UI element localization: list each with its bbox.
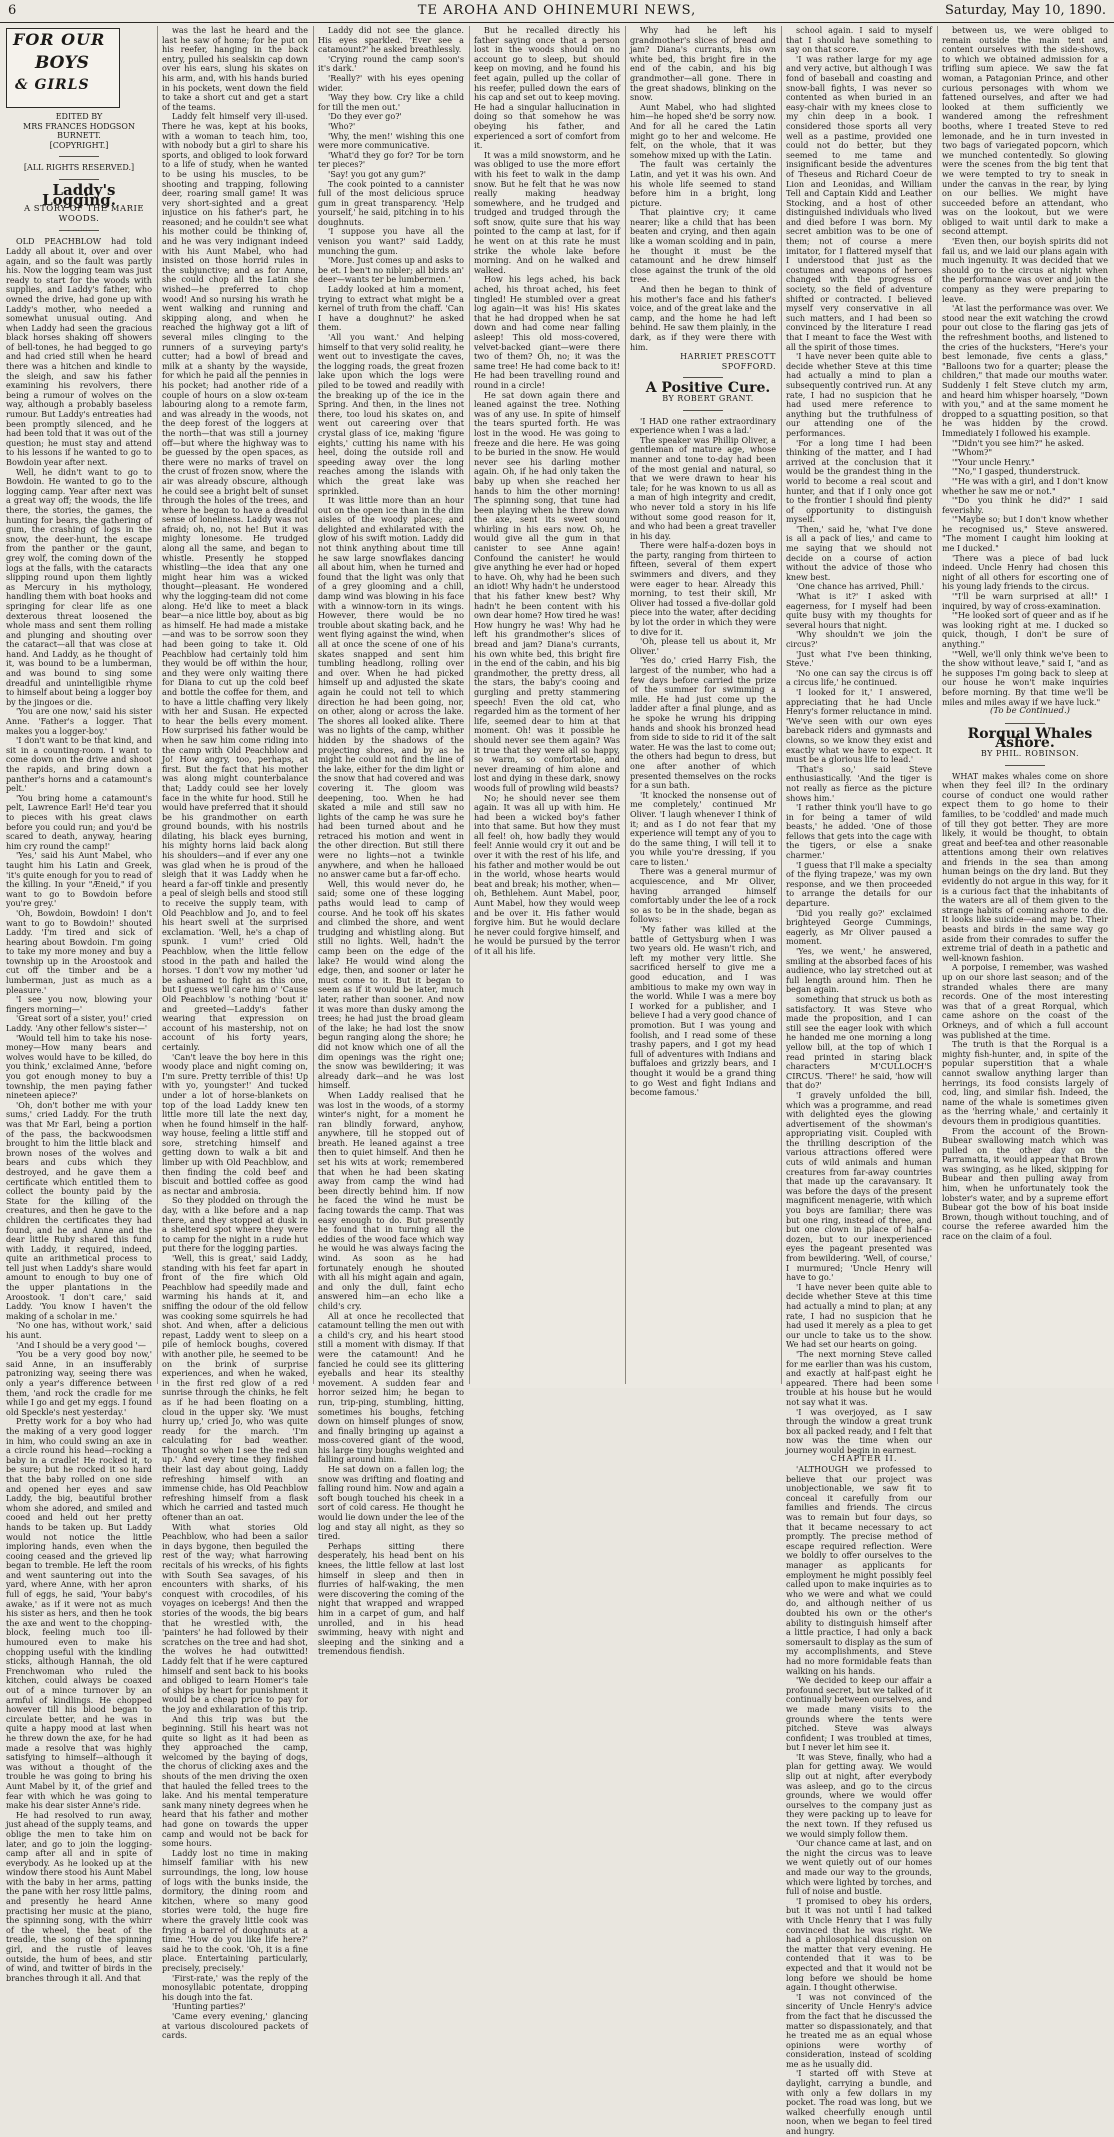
paragraph: 'I rather think you'll have to go in for being a tamer of wild beasts,' he added. 'One of those fellows that gets into the cage with the tigers, or else a snake charmer.' [786,802,932,861]
paragraph: The fault was certainly the Latin, and yet it was his own. And his whole life seemed to stand before him in a bright, long picture. [630,159,776,208]
paragraph: And then he began to think of his mother's face and his father's voice, and of the great lake and the camp, and the home he had left behind. He saw them plainly, in the dark, as if they were there with him. [630,284,776,352]
column-rule [469,26,470,1384]
masthead [0,0,1114,23]
column-6 [786,25,932,2137]
issue-date: Saturday, May 10, 1890. [945,3,1106,18]
paragraph: 'I looked for it,' I answered, appreciating that he had Uncle Henry's former reluctance in mind. 'We've seen with our own eyes bareback riders and gymnasts and clowns, so we know they exist and exactly what we have to expect. It must be a glorious life to lead.' [786,686,932,765]
column-rule [313,26,314,1384]
paragraph: '"Maybe so; but I don't know whether he recognised us," Steve answered. "The moment I caught him looking at me I ducked." [942,514,1108,554]
paragraph: something that struck us both as satisfactory. It was Steve who made the proposition, and I can still see the eager look with which he handed me one morning a long yellow bill, at the top of which I read printed in staring black characters M'CULLOCH'S CIRCUS. 'There!' he said, 'how will that do?' [786,993,932,1091]
byline: BY PHIL. ROBINSON. [980,748,1080,758]
divider [59,230,99,231]
paragraph: 'I gravely unfolded the bill, which was a programme, and read with delighted eyes the glowing advertisement of the showman's appropriating visit. Coupled with the thrilling description of the various attractions offered were cuts of wild animals and human creatures from far-away countries that made up the caravansary. It was before the days of the present magnificent menagerie, with which you boys are familiar; there was but one ring, instead of three, and but one clown in place of half-a-dozen, but to our inexperienced eyes the pageant presented was from bewildering. 'Well, of course,' I murmured; 'Uncle Henry will have to go.' [786,1089,932,1283]
paragraph: 'No one has, without work,' said his aunt. [6,1320,152,1341]
chapter-heading: CHAPTER II. [830,1454,898,1465]
paragraph: 'Yes, we went,' he answered, smiling at the absorbed faces of his audience, who lay stretched out at full length around him. Then he began again. [786,946,932,995]
paragraph: 'Oh, don't bother me with your sums,' cried Laddy. For the truth was that Mr Earl, being a portion of the pass, the backwoodsmen brought to him the little black and brown noses of the wolves and bears and cubs which they destroyed, and he gave them a certificate which entitled them to collect the bounty paid by the State for the killing of the creatures, and then he gave to the children the certificates they had found, and he and Anne and the dear little Ruby shared this fund with Laddy, it required, indeed, quite an arithmetical process to tell just when Laddy's share would amount to enough to buy one of the upper plantations in the Aroostook. 'I don't care,' said Laddy. 'You know I haven't the making of a scholar in me.' [6,1099,152,1321]
paragraph: There were half-a-dozen boys in the party, ranging from thirteen to fifteen, several of them expert swimmers and divers, and they were eager to hear. Already this morning, to test their skill, Mr Oliver had tossed a five-dollar gold piece into the water, after deciding by lot the order in which they were to dive for it. [630,540,776,637]
divider [59,179,99,180]
paragraph: The cook pointed to a cannister full of the most delicious spruce gum in great transparency. 'Help yourself,' he said, pitching in to his doughnuts. [318,178,464,227]
paragraph: 'No one can say the circus is off a circus life,' he continued. [786,667,932,688]
paragraph: Pretty work for a boy who had the making of a very good logger in him, who could swing an axe in a circle round his head—rocking a baby in a cradle! He rocked it, to be sure; but he rocked it so hard that the baby rolled on one side and opened her eyes and saw Laddy, the big, beautiful brother whom she adored, and smiled and cooed and held out her pretty hands to be taken up. But Laddy would not notice the little imploring hands, even when the cooing ceased and the grieved lip began to tremble. He left the room and went sauntering out into the yard, where Anne, with her apron full of eggs, he said, 'Your baby's awake,' as if it were not as much his sister as hers, and then he took the axe and went to the chopping-block, feeling much too ill-humoured even to make his chopping useful with the kindling sticks, although Hannah, the old Frenchwoman who ruled the kitchen, could always be coaxed out of a mince turnover by an armful of kindlings. He chopped however till his blood began to circulate better, and he was in quite a happy mood at last when he threw down the axe, for he had made a resolve that was highly satisfying to himself—although it was without a thought of the trouble he was going to bring his Aunt Mabel by it, of the grief and fear with which he was going to make his dear sister Anne's ride. [6,1416,152,1811]
paragraph: Perhaps sitting there desperately, his head bent on his knees, the little fellow at last lost himself in sleep and then in flurries of half-waking, the men were discovering the coming of the night that wrapped and wrapped him in a carpet of gum, and half unrolled, and in his head swimming, heavy with night and sleeping and the sinking and a tremendous fiendish. [318,1540,464,1657]
paragraph: 'Oh, please tell us about it, Mr Oliver.' [630,636,776,656]
paragraph: 'You be a very good boy now,' said Anne, in an insufferably patronizing way, seeing there was only a year's difference between them, 'and rock the cradle for me while I go and get my eggs. I found old Speckle's nest yesterday.' [6,1349,152,1417]
paragraph: 'There was a piece of bad luck indeed. Uncle Henry had chosen this night of all others for escorting one of his young lady friends to the circus. [942,552,1108,592]
paragraph: Well, this would never do, he said; some one of these logging paths would lead to camp of course. And he took off his skates and climbed the shore, and went trudging and whistling along. But still no lights. Well, hadn't the camp been on the edge of the lake? He would wind along the edge, then, and sooner or later he must come to it. But it began to seem as if it would be later, much later, rather than sooner. And now it was more than dusky among the trees; he had just the broad gleam of the lake; he had lost the snow begun ranging along the shore; he did not know which one of all the dim openings was the right one; the snow was bewildering; it was already dark—and he was lost himself. [318,878,464,1091]
paragraph: A porpoise, I remember, was washed up on our shore last season; and of the stranded whales there are many records. One of the most interesting was that of a great Rorqual, which came ashore on the coast of the Orkneys, and of which a full account was published at the time. [942,962,1108,1040]
paragraph: 'For a long time I had been thinking of the matter, and I had arrived at the conclusion that it would be the grandest thing in the world to become a real scout and hunter, and that if I only once got to the frontier I should find plenty of opportunity to distinguish myself. [786,437,932,525]
paragraph: When Laddy realised that he was lost in the woods, of a stormy winter's night, for a moment he ran blindly forward, anyhow, anywhere, till he stopped out of breath. He leaned against a tree then to quiet himself. And then he set his wits at work; remembered that when he had been skating away from camp the wind had been directly behind him. If now he faced the wind he must be facing towards the camp. That was easy enough to do. But presently he found that in turning all the eddies of the wood face which way he would he was always facing the wind. As soon as he had fortunately enough he shouted with all his might again and again, and only the dull, faint echo answered him—an echo like a child's cry. [318,1089,464,1311]
paragraph: 'Our chance came at last, and on the night the circus was to leave we went quietly out of our homes and made our way to the grounds, which were lighted by torches, and full of noise and bustle. [786,1838,932,1897]
paragraph: 'More. Just comes up and asks to be et. I ben't no nibler; all birds an' deer—wants ter be lumbermen.' [318,255,464,285]
column-2 [162,25,308,2041]
paragraph: OLD PEACHBLOW had told Laddy all about it, over and over again, and so the fault was partly his. Now the logging team was just ready to start for the woods with supplies, and Laddy's father, who owned the drive, had gone up with Laddy's mother, who needed a somewhat unusual outing. And when Laddy had seen the gracious black horses shaking off showers of bell-tones, he had begged to go and had cried still when he heard there was a hitchen and kindle to the sleigh, and saw his father examining his revolvers, there being a rumour of wolves on the way, although a probably baseless rumour. But Laddy's entreaties had been promptly silenced, and he had been told that it was out of the question; he must stay and attend to his lessons if he wanted to go to Bowdoin year after next. [6,236,152,467]
story-title: A Positive Cure. [645,380,771,397]
paragraph: '"Didn't you see him?" he asked. [952,437,1085,448]
paragraph: Well, he didn't want to go to Bowdoin. He wanted to go to the logging camp. Year after next was a great way off; the woods, the life there, the stories, the games, the hunting for bears, the gathering of gum, the crashing of logs in the snow, the deer-hunt, the escape from the panther or the gaunt, grey wolf, the coming down of the logs at the falls, with the cataracts slipping round upon them lightly as Mercury in his mythology, handling them with boat hooks and springing for clear life as one dexterous threat loosened the whole mass and sent them rolling and plunging and shouting over the cataract—all that was close at hand. And Laddy, as he thought of it, was bound to be a lumberman, and was bound to sing some dreadful and unintelligible rhyme to himself about being a logger boy by the jingoes or die. [6,466,152,707]
paragraph: 'I suppose you have all the venison you want?' said Laddy, munching the gum. [318,226,464,256]
logo-text: & GIRLS [15,77,90,93]
paragraph: '"He looked sort of queer and as if he was looking right at me. I ducked so quick, though, I don't be sure of anything." [942,610,1108,649]
paragraph: 'Even then, our boyish spirits did not fail us, and we laid our plans again with much ingenuity. It was decided that we should go to the circus at night when the performance was over and join the company as they were preparing to leave. [942,236,1108,304]
paragraph: But he recalled directly his father saying once that a person lost in the woods should on no account go to sleep, but should keep on moving, and he found his feet again, pulled up the collar of his reefer, pulled down the ears of his cap and set out to keep moving. He had a singular hallucination in doing so that somehow he was obeying his father, and experienced a sort of comfort from it. [474,25,620,151]
paragraph: '"Whom?" [952,447,993,458]
paragraph: 'Well, this is great,' said Laddy, standing with his feet far apart in front of the fire which Old Peachblow had speedily made and warming his hands at it, and sniffing the odour of the old fellow was cooking some squirrels he had shot. And when, after a delicious repast, Laddy went to sleep on a pile of hemlock boughs, covered with another pile, he seemed to be on the brink of surprise experiences, and when he waked, in the first red glow of a red sunrise through the chinks, he felt as if he had been floating on a cloud in the upper sky. 'We must hurry up,' cried Jo, who was quite ready for the march. 'I'm calculating for bad weather. Thought so when I see the red sun up.' And every time they finished their last day about going, Laddy refreshing himself with an immense chide, has Old Peachblow refreshing himself from a flask which he carried and tasted much oftener than an oat. [162,1253,308,1523]
paragraph: '"Well, we'll only think we've been to the show without leave," said I, "and as he supposes I'm going back to sleep at our house he won't make inquiries before morning. By that time we'll be miles and miles away if we have luck." [942,648,1108,707]
paragraph: 'I see you now, blowing your fingers morning—' [6,994,152,1014]
paragraph: 'Why shouldn't we join the circus?' [786,629,932,649]
paragraph: 'Great sort of a sister, you!' cried Laddy. 'Any other fellow's sister—' [6,1013,152,1034]
paragraph: 'It knocked the nonsense out of me completely,' continued Mr Oliver. 'I laugh whenever I think of it; and as I do not fear that my experience will tempt any of you to do the same thing, I will tell it to you while you're dressing, if you care to listen.' [630,789,776,867]
paragraph: That plaintive cry; it came nearer; like a child that has been beaten and crying, and then again like a woman scolding and in pain, he thought it must be the catamount and he drew himself close against the trunk of the old tree. [630,207,776,285]
paragraph: No; he should never see them again. It was all up with him. He had been a wicked boy's father into that same. But how they must all feel! oh, how badly they would feel! Annie would cry it out and be over it with the rest of his life, and his father and mother would be out in the world, whose hearts would beat and break; his mother, when—oh, Bethlehem. Aunt Mabel, poor, Aunt Mabel, how they would weep and be over it. His father would forgive him. But he would declare he never could forgive himself, and he would be pursued by the terror of it all his life. [474,792,620,956]
paragraph: The truth is that the Rorqual is a mighty fish-hunter, and, in spite of the popular superstition that a whale cannot swallow anything larger than herrings, its food consists largely of cod, ling, and similar fish. Indeed, the name of the whale is sometimes given as the 'herring whale,' and certainly it devours them in prodigious quantities. [942,1039,1108,1126]
byline: BY ROBERT GRANT. [662,393,754,403]
paragraph: 'That's so,' said Steve enthusiastically. 'And the tiger is not really as fierce as the picture shows him.' [786,763,932,803]
column-rule [157,26,158,1384]
paragraph: Aunt Mabel, who had slighted him—he hoped she'd be sorry now. And for all he cared the Latin might go to her and welcome. He felt, on the whole, that it was somehow mixed up with the Latin. [630,101,776,160]
paragraph: 'Oh, Bowdoin, Bowdoin! I don't want to go to Bowdoin!' shouted Laddy. 'I'm tired and sick of hearing about Bowdoin. I'm going to take my more money and buy a township up in the Aroostook and cut off the timber and be a lumberman, just as much as a pleasure.' [6,907,152,995]
paragraph: 'The next morning Steve called for me earlier than was his custom, and exactly at half-past eight he appeared. There had been some trouble at his house but he would not say what it was. [786,1348,932,1407]
paragraph: It was a mild snowstorm, and he was obliged to use the more effort with his feet to walk in the damp snow. But he felt that he was now really making headway somewhere, and he trudged and trudged and trudged through the soft snow, quite sure that his way pointed to the camp at last, for if he went on at this rate he must strike the whole lake before morning. And on he walked and walked. [474,149,620,275]
paragraph: 'Then,' said he, 'what I've done is all a pack of lies,' and came to me saying that we should not decide on a course of action without the advice of those who knew best. [786,523,932,582]
paragraph: With what stories Old Peachblow, who had been a sailor in days bygone, then beguiled the rest of the way; what harrowing recitals of his wrecks, of his fights with South Sea savages, of his encounters with sharks, of his conquest with crocodiles, of his voyages on icebergs! And then the stories of the woods, the big bears that he wrestled with, the 'painters' he had followed by their scratches on the tree and had shot, the wolves he had outwitted! Laddy felt that if he were captured himself and sent back to his books and obliged to learn Homer's tale of ships by heart for punishment it would be a cheap price to pay for the joy and exhilaration of this trip. [162,1521,308,1714]
article-title: Rorqual Whales Ashore. [967,725,1093,752]
column-rule [937,26,938,1384]
paragraph: 'What is it?' I asked with eagerness, for I myself had been quite busy with my thoughts for several hours that night. [786,591,932,630]
paragraph: 'Really?' with his eyes opening wider. [318,72,464,93]
column-rule [625,26,626,1384]
paragraph: So they plodded on through the day, with a like before and a nap there, and they stopped at dusk in a sheltered spot where they were to camp for the night in a rude hut put there for the logging parties. [162,1195,308,1254]
column-5 [630,26,776,1384]
column-4 [474,26,620,1384]
paragraph: It was little more than an hour out on the open ice than in the dim aisles of the woody places; and delighted and exhilarated with the glow of his swift motion. Laddy did not think anything about time till he saw large snowflakes dancing all about him, when he turned and found that the light was only that of a grey glooming and a chill, damp wind was blowing in his face with a winnow-torn in its wings. However, there would be no trouble about skating back, and he went flying against the wind, when all at once the scene of one of his skates snapped and sent him tumbling headlong, rolling over and over. When he had picked himself up and adjusted the skate again he could not tell to which direction he had been going, nor, on other, along or across the lake. The shores all looked alike. There was no lights of the camp, whither hidden by the shadows of the projecting shores, and by as he might he could not find the line of the lake, either for the dim light or the snow that had covered and was covering it. The gloom was deepening, too. When he had skated a mile and still saw no lights of the camp he was sure he had been turned about and he retraced his motion and went in the other direction. But still there were no lights—not a twinkle anywhere, and when he halloaed no answer came but a far-off echo. [318,495,464,880]
paragraph: 'Would tell him to take his nose-money—How many bears and wolves would have to be killed, do you think,' exclaimed Anne, 'before you got enough money to buy a township, the men paying father nineteen apiece?' [6,1032,152,1101]
paragraph: Why had he left his grandmother's slices of bread and jam? Diana's currants, his own white bed, this bright fire in the end of the cabin, and his big grandmother—all gone. There in the great shadows, blinking on the snow. [630,25,776,103]
paragraph: 'Hunting parties?' [172,2001,246,2012]
paragraph: 'I was overjoyed, as I saw through the window a great trunk box all packed ready, and I felt that now was the time when our journey would begin in earnest. [786,1406,932,1455]
paragraph: 'I have never been quite able to decide whether Steve at this time had actually a mind to plan a subsequently contrived run. At any rate, I had no suspicion that he had used mere reference to anything but the truthfulness of our attending one of the performances. [786,351,932,438]
paragraph: 'Way they bow. Cry like a child for till the men out.' [318,92,464,112]
paragraph: WHAT makes whales come on shore when they feel ill? In the ordinary course of conduct one would rather expect them to go home to their families, to be 'coddled' and made much of till they got better. They are more likely, it would be thought, to obtain great and beef-tea and other reasonable attentions among their own relatives and friends in the sea than among human beings on the dry land. But they evidently do not argue in this way, for it is a curious fact that the inhabitants of the waters are all of them given to the strange habits of coming ashore to die. It looks like suicide—and may be. Their beasts and birds in the same way go aside from their comrades to suffer the extreme trial of death in a pathetic and well-known fashion. [942,770,1108,963]
paragraph: 'Crying round the camp soon's it's dark.' [318,53,464,74]
paragraph: '"I'll be warn surprised at all!" I inquired, by way of cross-examination. [942,591,1108,611]
paragraph: Laddy felt himself very ill-used. There he was, kept at his books, with a woman to teach him, too, with nobody but a girl to share his sports, and obliged to look forward to a life of study, when he wanted to be using his muscles, to be shooting and trapping, following deer, roaring small game! It was very short-sighted and a great injustice on his father's part, he reasoned; and he couldn't see what his mother could be thinking of, and he was very indignant indeed with his Aunt Mabel, who had insisted on those horrid rules in the subjunctive; and as for Anne, she could chop all the Latin she wished—he preferred to chop wood! And so nursing his wrath he went walking and running and skipping along, and when he reached the highway got a lift of several miles clinging to the runners of a surveying party's cutter; had a bowl of bread and milk at a shanty by the wayside, for which he paid all the pennies in his pocket; had another ride of a couple of hours on a slow ox-team labouring along to a remote farm, and was already in the woods, not the deep forest of the loggers at the north—that was still a journey off—but where the highway was to be guessed by the open spaces, as there were no marks of travel on the crust of frozen snow, where the air was already obscure, although he could see a bright belt of sunset through the holes of the trees, and where he began to have a dreadful sense of loneliness. Laddy was not afraid; oh, no, not he! But it was mighty lonesome. He trudged along all the same, and began to whistle. Presently he stopped whistling—the idea that any one might hear him was a wicked thought—pleasant. He wondered why the logging-team did not come along. He'd like to meet a black bear—a nice little boy, about as big as himself. He had made a mistake—and was to be sorrow soon they had been going to take it. Old Peachblow had certainly told him they would be off within the hour, and they were only waiting there for Diana to cut up the cold beef and bottle the coffee for them, and to have a little chaffing very likely with her and Susan. He expected to hear the bells every moment. How surprised his father would be when he saw him come riding into the camp with Old Peachblow and Jo! How angry, too, perhaps, at first. But the fact that his mother was along might counterbalance that; Laddy could see her lovely face in the white fur hood. Still he would have preferred that it should be his grandmother on earth ground bounds, with his nostrils dilating, his black eyes burning, his mighty horns laid back along his shoulders—and if ever any one was glad when he is proud of the sleigh that it was Laddy when he heard a far-off tinkle and presently a peal of sleigh bells and stood still to receive the supply team, with Old Peachblow and Jo, and to feel his heart swell at the surprised exclamation. 'Well, he's a chap of spunk. I vum!' cried Old Peachblow, when the little fellow stood in the path and hailed the horses. 'I don't vow my mother 'ud be ashamed to fight as this one, but I guess we'll care him o' 'Cause Old Peachblow 's nothing 'bout it' and greeted—Laddy's father wearing that expression on account of his mastership, not on account of his forty years, certainly. [162,111,308,1052]
paragraph: 'I was not convinced of the sincerity of Uncle Henry's advice from the fact that he discussed the matter so dispassionately, and that he treated me as an equal whose opinions were worthy of consideration, instead of scolding me as he usually did. [786,1991,932,2069]
logo-text: FOR OUR [13,30,106,49]
column-7 [942,26,1108,1384]
paragraph: 'Did you really go?' exclaimed brighteyed George Cummings, eagerly, as Mr Oliver paused a moment. [786,907,932,947]
paragraph: '"He was with a girl, and I don't know whether he saw me or not." [942,475,1108,496]
newspaper-title: TE AROHA AND OHINEMURI NEWS, [417,3,697,18]
to-be-continued: (To be Continued.) [990,706,1070,717]
logo-text: BOYS [35,53,89,73]
rights-note: [ALL RIGHTS RESERVED.] [23,163,135,173]
paragraph: 'And I should be a very good '— [16,1339,146,1350]
paragraph: He had resolved to run away, just ahead of the supply teams, and oblige the men to take him on later, and go to join the logging-camp after all and in spite of everybody. As he looked up at the window there stood his Aunt Mabel with the baby in her arms, patting the pane with her rosy little palms, and presently he heard Anne practising her music at the piano, the spinning song, with the whirr of the wheel, the beat of the treadle, the song of the spinning girl, and the rustle of leaves outside, the hum of bees, and stir of wind, and twitter of birds in the branches through it all. And that [6,1809,152,1983]
paragraph: Laddy lost no time in making himself familiar with his new surroundings, the long, low house of logs with the bunks inside, the dormitory, the dining room and kitchen, where so many good stories were told, the huge fire where the gravely little cook was frying a barrel of doughnuts at a time. 'How do you like life here?' said he to the cook. 'Oh, it is a fine place. Entertaining particularly, precisely, precisely.' [162,1847,308,1973]
column-1 [6,26,152,1983]
divider [1005,723,1045,724]
column-3 [318,25,464,1657]
paragraph: 'I don't want to be that kind, and sit in a counting-room. I want to come down on the drive and shoot the rapids, and bring down a panther's horns and a catamount's pelt.' [6,735,152,794]
paragraph: All at once he recollected that catamount telling the men out with a child's cry, and his heart stood still a moment with dismay. If that were the catamount! And he fancied he could see its glittering eyeballs and hear its stealthy movement. A sudden fear and horror seized him; he began to run, trip-ping, stumbling, hitting, sometimes his boughs, fetching down on himself plunges of snow, and finally bringing up against a moss-covered giant of the wood, his large tiny boughs weighted and falling around him. [318,1310,464,1465]
copyright-note: [COPYRIGHT.] [49,140,109,150]
column-rule [781,26,782,1384]
paragraph: 'Can't leave the boy here in this woody place and night coming on, I'm sure. Pretty terrible of this! Up with yo, youngster!' And tucked under a lot of horse-blankets on top of the load Laddy knew ten little more till late the next day, when he found himself in the half-way house, feeling a little stiff and sore, stretching himself and getting down to walk a bit and limber up with Old Peachblow, and then finding the cold beef and biscuit and bottled coffee as good as nectar and ambrosia. [162,1051,308,1196]
paragraph: 'I guess that I'll make a specialty of the flying trapeze,' was my own response, and we then proceeded to arrange the details for our departure. [786,859,932,909]
paragraph: 'I promised to obey his orders, but it was not until I had talked with Uncle Henry that I was fully convinced that he was right. We had a philosophical discussion on the matter that very evening. He contended that it was to be expected and that it would not be long before we should be home again. I thought otherwise. [786,1895,932,1993]
divider [683,410,723,411]
paragraph: 'What'd they go for? Tor be torn ter pieces?' [318,149,464,170]
paragraph: 'Just what I've been thinking, Steve.' [786,648,932,669]
paragraph: And this trip was but the beginning. Still his heart was not quite so light as it had been as they approached the camp, welcomed by the baying of dogs, the chorus of clicking axes and the shouts of the men driving the oxen that hauled the felled trees to the lake. And his mental temperature sank many ninety degrees when he heard that his father and mother had gone on towards the upper camp and would not be back for some hours. [162,1713,308,1849]
paragraph: 'First-rate,' was the reply of the monosyllabic potentate, dropping his dough into the fat. [162,1972,308,2002]
paragraph: 'I have never been quite able to decide whether Steve at this time had actually a mind to plan; at any rate, I had no suspicion that he had used it merely as a plea to get our uncle to take us to the show. We had set our hearts on going. [786,1281,932,1350]
paragraph: between us, we were obliged to remain outside the main tent and content ourselves with the side-shows, to which we obtained admission for a trifling sum apiece. We saw the fat woman, a Patagonian Prince, and other curious personages with whom we fattened ourselves, and after we had looked at them sufficiently we wandered among the refreshment booths, where I treated Steve to red lemonade, and he in turn invested in two bags of variegated popcorn, which we munched contentedly. So glowing were the scenes from the big tent that we were tempted to try to sneak in under the canvas in the rear, by lying on our bellies. We might have succeeded before an attendant, who was on the lookout, but we were obliged to wait until dark to make a second attempt. [942,25,1108,237]
paragraph: He sat down on a fallen log; the snow was drifting and floating and falling round him. Now and again a soft bough touched his cheek in a sort of cold caress. He thought he would lie down under the lee of the log and stay all night, as they so tired. [318,1464,464,1542]
paragraph: 'I started off with Steve at daylight, carrying a bundle, and with only a few dollars in my pocket. The road was long, but we walked cheerfully enough until noon, when we began to feel tired and hungry. [786,2068,932,2137]
paragraph: 'One chance has arrived, Phill.' [796,581,924,592]
paragraph: 'We decided to keep our affair a profound secret, but we talked of it continually between ourselves, and we made many visits to the grounds where the tents were pitched. Steve was always confident; I was troubled at times, but I never let him see it. [786,1675,932,1753]
story-title: Laddy's Logging. [42,180,116,209]
paragraph: 'Why, the men!' wishing this one were more communicative. [318,130,464,151]
for-our-boys-and-girls-logo [6,28,120,108]
paragraph: 'I HAD one rather extraordinary experience when I was a lad.' [630,415,776,436]
paragraph: 'Yes do,' cried Harry Fish, the largest of the number, who had a few days before carried the prize of the summer for swimming a mile. He had just come up the ladder after a final plunge, and as he spoke he wrung his dripping hands and shook his bronzed head from side to side to rid it of the salt water. He was the last to come out; the others had begun to dress, but one after another of which presented themselves on the rocks for a sun bath. [630,655,776,791]
paragraph: 'Do they ever go?' [328,111,402,122]
page-number: 6 [8,3,17,18]
paragraph: 'ALTHOUGH we professed to believe that our project was unobjectionable, we saw fit to conceal it carefully from our families and friends. The circus was to remain but four days, so that it became necessary to act promptly. The precise method of escape required reflection. Were we boldly to offer ourselves to the manager as applicants for employment he might possibly feel called upon to make inquiries as to who we were and what we could do, and although neither of us doubted his own or the other's ability to distinguish himself after a little practice, I had only a back somersault to display as the sum of my accomplishments, and Steve had no more formidable feats than walking on his hands. [786,1464,932,1676]
paragraph: '"Do you think he did?" I said feverishly. [942,495,1108,515]
paragraph: 'Yes,' said his Aunt Mabel, who taught him his Latin and Greek, 'it's quite enough for you to read of the killing. In your "Æneid," if you want to go to Bowdoin before you're grey.' [6,850,152,909]
paragraph: '"Your uncle Henry." [952,456,1035,467]
edited-by: EDITED BY [55,112,103,121]
story-subtitle: A STORY OF THE MARIE WOODS. [23,204,145,224]
paragraph: 'You are one now,' said his sister Anne. 'Father's a logger. That makes you a logger-boy.' [6,706,152,736]
paragraph: 'My father was killed at the battle of Gettysburg when I was two years old. He wasn't rich, and left my mother very little. She sacrificed herself to give me a good education, and I was ambitious to make my own way in the world. While I was a mere boy I worked for a publisher, and I believe I had a very good chance of promotion. But I was young and foolish, and I read some of these trashy papers, and I got my head full of adventures with Indians and buffaloes and grizzly bears, and I thought it would be a grand thing to go West and fight Indians and become famous.' [630,924,776,1098]
paragraph: 'You bring home a catamount's pelt, Lawrence Earl! He'd tear you to pieces with his great claws before you could run; and you'd be scared to death, anyway, hearing him cry round the camp!' [6,792,152,851]
paragraph: 'Who?' [328,120,356,131]
editor-name: MRS FRANCES HODGSON BURNETT. [23,121,135,141]
paragraph: '"No," I gasped, thunderstruck. [952,466,1081,477]
paragraph: 'I was rather large for my age and very active, but although I was fond of baseball and coasting and snow-ball fights, I was never so contented as when buried in an easy-chair with my knees close to my chin deep in a book. I considered those sports all very well as a pastime, provided one could not do better, but they seemed to me tame and insignificant beside the adventures of Theseus and Richard Coeur de Lion and Leonidas, and William Tell and Captain Kidd and Leather Stocking, and a host of other distinguished individuals who lived and died before I was born. My secret ambition was to be one of them; not of course a mere imitator, for I flattered myself that I understood that just as the costumes and weapons of heroes changed with the progress of society, so the field of adventure shifted or contracted. I believed myself very conservative in all such matters, and I had been so convinced by the literature I read that I meant to face the West with all the spirit of those times. [786,53,932,352]
paragraph: 'At last the performance was over. We stood near the exit watching the crowd pour out close to the flaring gas jets of the refreshment booths, and listened to the cries of the hucksters, "Here's your best lemonade, five cents a glass," "Balloons two for a quarter; please the children," that made our mouths water. Suddenly I felt Steve clutch my arm, and heard him whisper hoarsely, "Down with you," and at the same moment he dropped to a squatting position, so that he was hidden by the crowd. Immediately I followed his example. [942,303,1108,438]
paragraph: 'Came every evening,' glancing at various discoloured packets of cards. [162,2010,308,2041]
paragraph: There was a general murmur of acquiescence, and Mr Oliver, having arranged himself comfortably under the lee of a rock so as to be in the shade, began as follows: [630,866,776,925]
paragraph: was the last he heard and the last he saw of home; for he put on his reefer, hanging in the back entry, pulled his sealskin cap down over his ears, slung his skates on his arm, and, with his hands buried in his pockets, went down the field to take a short cut and get a start of the teams. [162,25,308,112]
divider [683,377,723,378]
divider [59,156,99,157]
paragraph: 'It was Steve, finally, who had a plan for getting away. We would slip out at night, after everybody was asleep, and go to the circus grounds, where we would offer ourselves to the company just as they were packing up to leave for the next town. If they refused us we would simply follow them. [786,1751,932,1839]
paragraph: How his legs ached, his back ached, his throat ached, his feet tingled! He stumbled over a great log again—it was his! His skates that he had dropped when he sat down and had come near falling asleep! This old moss-covered, velvet-backed giant—were there two of them? Oh, no; it was the same tree! He had come back to it! He had been travelling round and round in a circle! [474,274,620,390]
paragraph: The speaker was Phillip Oliver, a gentleman of mature age, whose manner and tone to-day had been of the most genial and natural, so that we were drawn to hear his tale; for he was known to us all as a man of high integrity and credit, who never told a story in his life without some good reason for it, and who had been a great traveller in his day. [630,434,776,541]
paragraph: 'All you want.' And helping himself to that very solid reality, he went out to investigate the caves, the logging roads, the great frozen lake upon which the logs were piled to be towed and readily with the breaking up of the ice in the Spring. And then, in the lines not there, too loud his skates on, and went out careering over that crystal glass of ice, making 'figure eights,' cutting his name with his heel, doing the outside roll and speeding away over the long reaches among the islands with which the great lake was sprinkled. [318,332,464,496]
divider [1005,765,1045,766]
paragraph: He sat down again there and leaned against the tree. Nothing was of any use. In spite of himself the tears spurted forth. He was lost in the wood. He was going to freeze and die here. He was going to be buried in the snow. He would never see his darling mother again. Oh, if he had only taken the baby up when she reached her hands to him the other morning! The spinning song, that tune had been playing when he threw down the axe, sent its sweet sound whirling in his ears now. Oh, he would give all the gum in that canister to see Anne again! Confound the canister! he would give anything he ever had or hoped to have. Oh, why had he been such an idiot! Why hadn't he understood that his father knew best? Why hadn't he been content with his own dear home? How tired he was! How hungry he was! Why had he left his grandmother's slices of bread and jam? Diana's currants, his own white bed, this bright fire in the end of the cabin, and his big grandmother, the pretty dress, all the stars, the baby's cooing and gurgling and pretty stammering speech! Even the old cat, who regarded him as the torment of her life, seemed dear to him at that moment. Oh! was it possible he should never see them again? Was it true that they were all so happy, so warm, so comfortable, and never dreaming of him alone and lost and dying in these dark, snowy woods full of prowling wild beasts? [474,389,620,793]
paragraph: Laddy did not see the glance. His eyes sparkled. 'Ever see a catamount?' he asked breathlessly. [318,25,464,55]
paragraph: school again. I said to myself that I should have something to say on that score. [786,25,932,55]
paragraph: Laddy looked at him a moment, trying to extract what might be a kernel of truth from the chaff. 'Can I have a doughnut?' he asked them. [318,284,464,333]
paragraph: 'Say! you got any gum?' [328,168,426,179]
paragraph: From the account of the Brown-Bubear swallowing match which was pulled on the other day on the Parramatta, it would appear that Brown was swinging, as he liked, skipping for Bubear and then pulling away from him, when he unfortunately took the lobster's water, and by a supreme effort Bubear got the bow of his boat inside Brown, though without touching, and of course the referee awarded him the race on the claim of a foul. [942,1125,1108,1242]
author-signature: HARRIET PRESCOTT SPOFFORD. [680,352,776,371]
